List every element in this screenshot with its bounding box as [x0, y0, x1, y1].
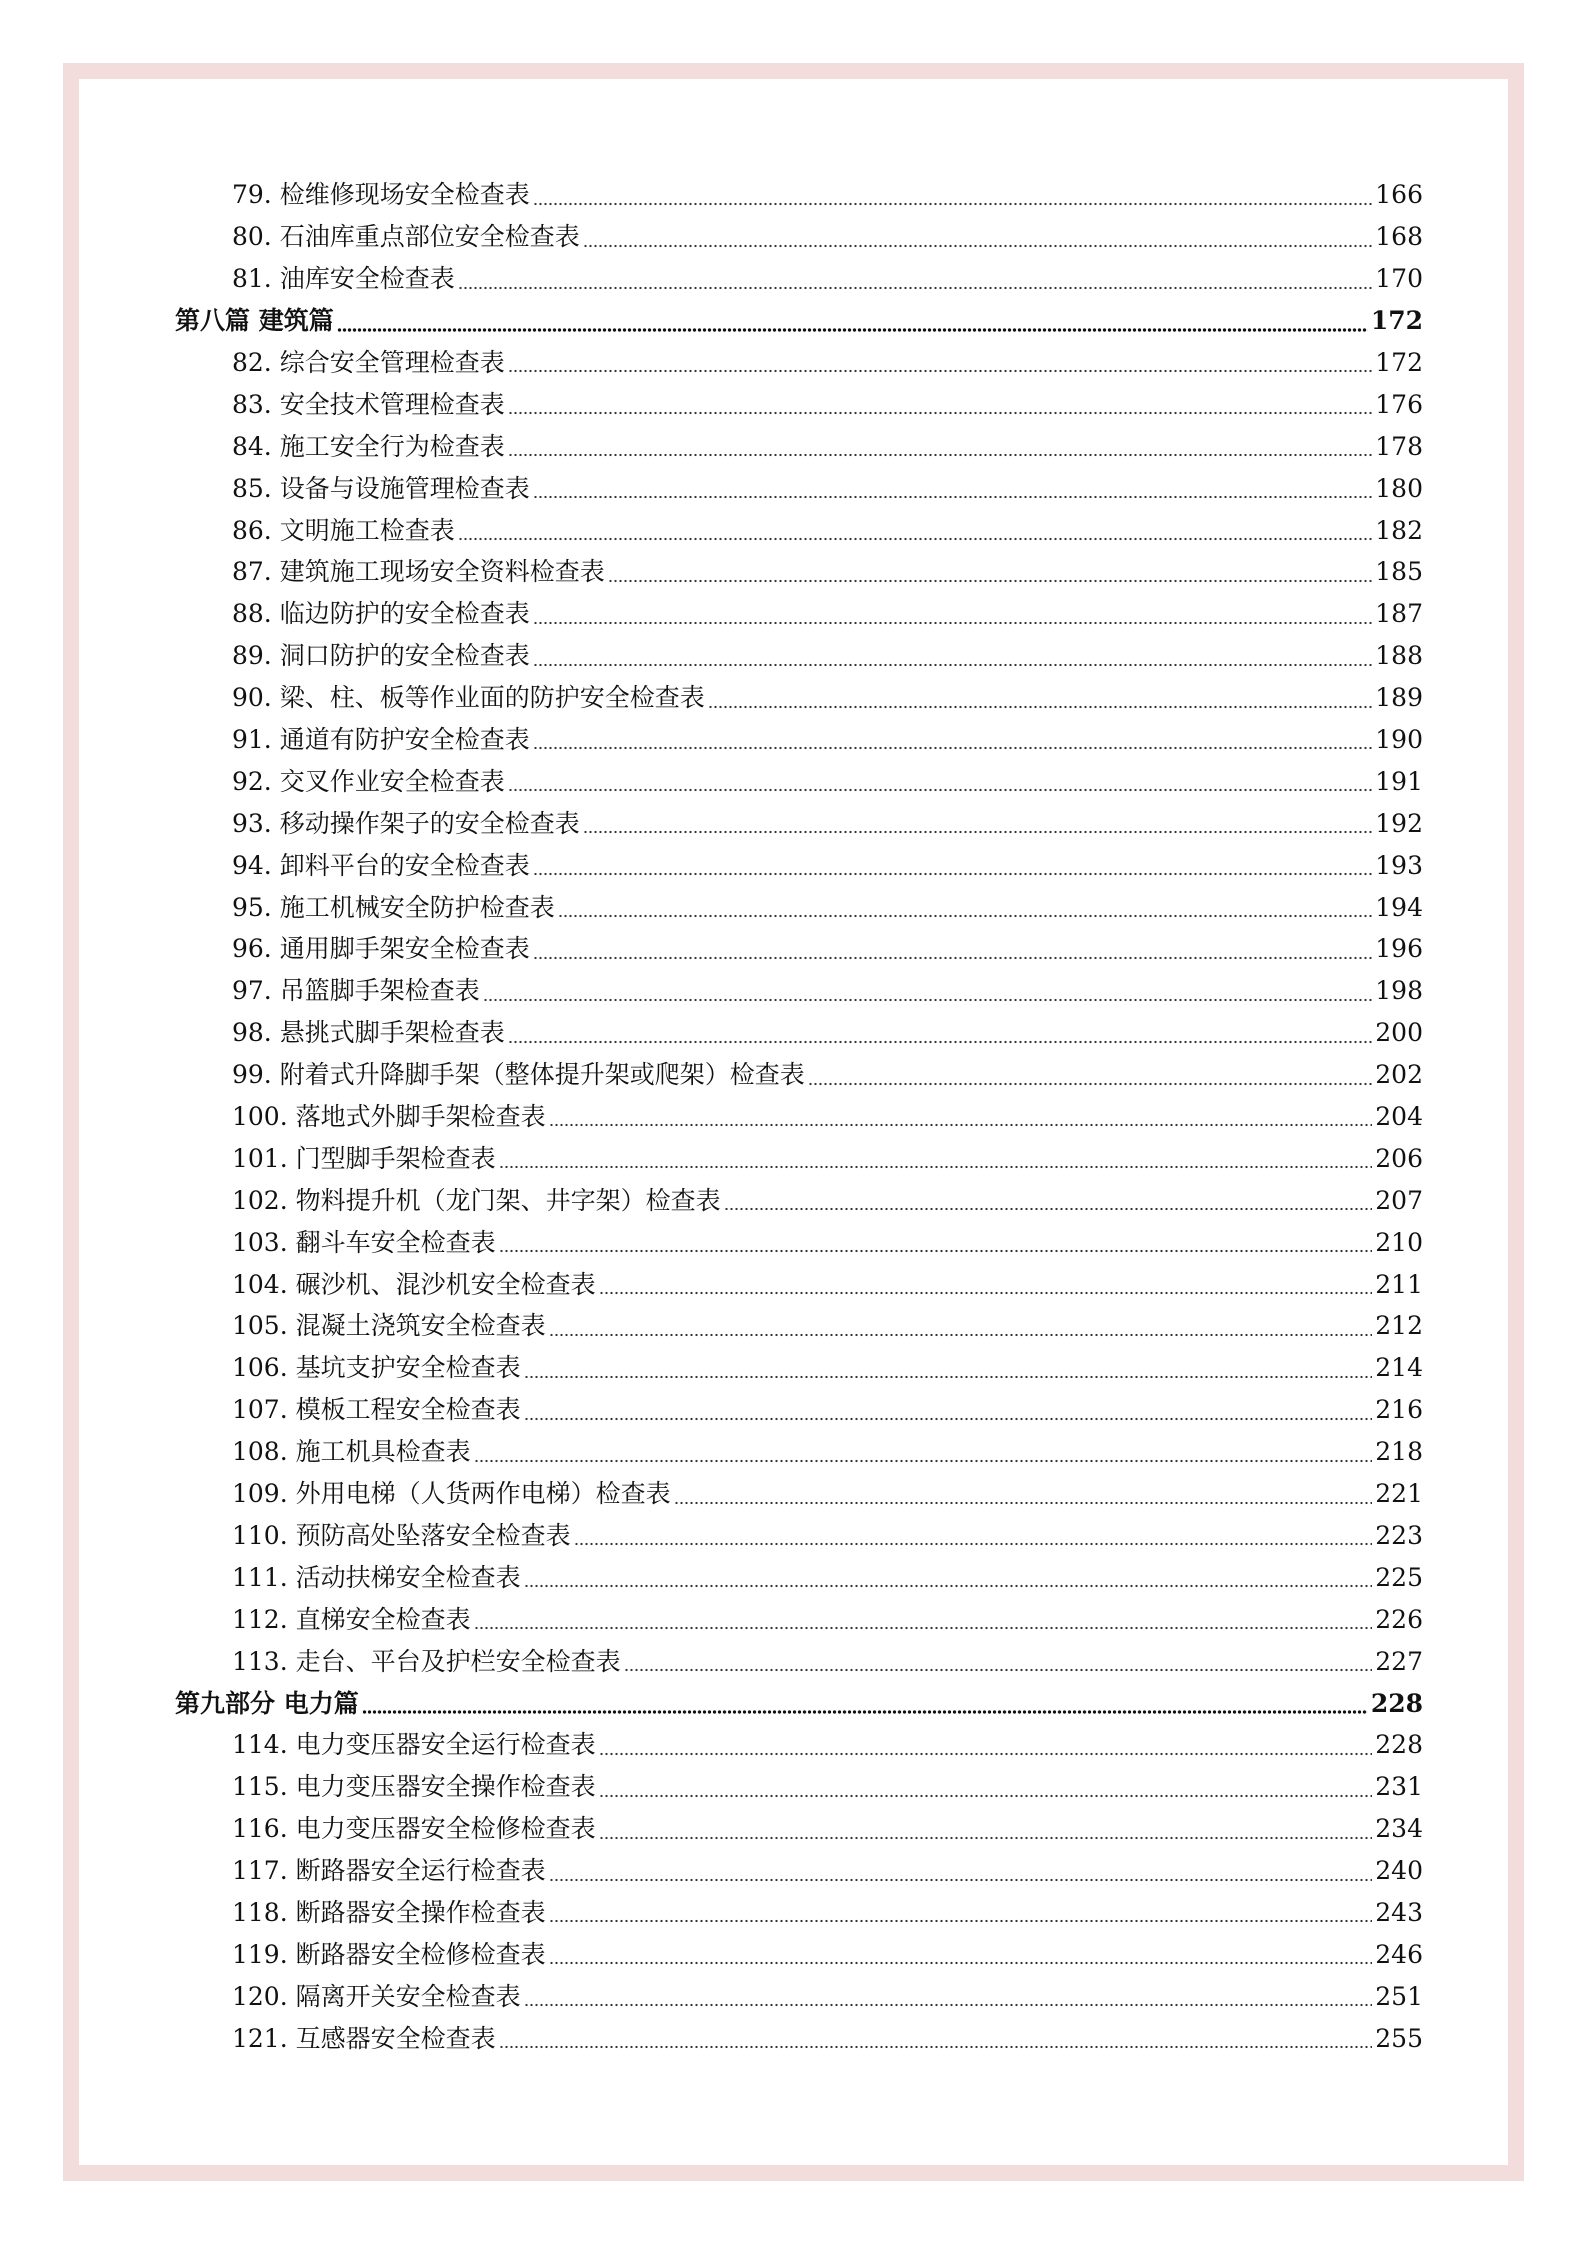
toc-entry-title: 104. 碾沙机、混沙机安全检查表	[232, 1269, 596, 1299]
toc-entry[interactable]	[175, 928, 1423, 970]
toc-page-number: 204	[1375, 1102, 1423, 1132]
toc-entry[interactable]	[175, 1012, 1423, 1054]
toc-entry[interactable]	[175, 216, 1423, 258]
toc-page-number: 166	[1375, 180, 1423, 210]
toc-entry[interactable]	[175, 1054, 1423, 1096]
toc-entry[interactable]	[175, 258, 1423, 300]
toc-entry-title: 103. 翻斗车安全检查表	[232, 1227, 496, 1257]
toc-entry-title: 86. 文明施工检查表	[232, 515, 455, 545]
toc-entry-title: 107. 模板工程安全检查表	[232, 1395, 521, 1425]
toc-dot-leader	[533, 871, 1373, 877]
toc-page-number: 191	[1375, 766, 1423, 796]
toc-page-number: 221	[1375, 1479, 1423, 1509]
toc-entry[interactable]	[175, 970, 1423, 1012]
toc-page-number: 226	[1375, 1604, 1423, 1634]
toc-page-number: 231	[1375, 1772, 1423, 1802]
toc-entry[interactable]	[175, 802, 1423, 844]
toc-dot-leader	[524, 1374, 1373, 1380]
toc-entry-title: 111. 活动扶梯安全检查表	[232, 1562, 521, 1592]
toc-dot-leader	[499, 1248, 1373, 1254]
toc-dot-leader	[583, 829, 1373, 835]
toc-page-number: 168	[1375, 222, 1423, 252]
toc-entry-title: 79. 检维修现场安全检查表	[232, 180, 530, 210]
toc-dot-leader	[474, 1625, 1373, 1631]
toc-entry-title: 100. 落地式外脚手架检查表	[232, 1102, 546, 1132]
toc-dot-leader	[674, 1500, 1373, 1506]
toc-dot-leader	[533, 620, 1373, 626]
toc-page-number: 216	[1375, 1395, 1423, 1425]
toc-entry-title: 119. 断路器安全检修检查表	[232, 1939, 546, 1969]
toc-entry[interactable]	[175, 886, 1423, 928]
toc-dot-leader	[583, 243, 1373, 249]
toc-entry[interactable]	[175, 1389, 1423, 1431]
toc-dot-leader	[458, 285, 1373, 291]
toc-entry-title: 92. 交叉作业安全检查表	[232, 766, 505, 796]
toc-entry-title: 87. 建筑施工现场安全资料检查表	[232, 557, 605, 587]
toc-section-heading[interactable]	[175, 300, 1423, 342]
toc-dot-leader	[599, 1835, 1373, 1841]
toc-page-number: 185	[1375, 557, 1423, 587]
toc-entry-title: 82. 综合安全管理检查表	[232, 348, 505, 377]
toc-entry[interactable]	[175, 1808, 1423, 1850]
toc-page-number: 190	[1375, 725, 1423, 755]
toc-dot-leader	[624, 1667, 1373, 1673]
toc-entry-title: 110. 预防高处坠落安全检查表	[232, 1520, 571, 1550]
toc-entry[interactable]	[175, 342, 1423, 384]
toc-entry[interactable]	[175, 760, 1423, 802]
toc-entry-title: 95. 施工机械安全防护检查表	[232, 892, 555, 922]
toc-entry-title: 83. 安全技术管理检查表	[232, 389, 505, 419]
toc-page-number: 189	[1375, 683, 1423, 713]
toc-page-number: 176	[1375, 389, 1423, 419]
toc-page-number: 227	[1375, 1646, 1423, 1676]
toc-dot-leader	[483, 997, 1373, 1003]
toc-entry[interactable]	[175, 1892, 1423, 1934]
toc-dot-leader	[533, 662, 1373, 668]
toc-dot-leader	[533, 955, 1373, 961]
toc-page-number: 228	[1370, 1688, 1423, 1718]
toc-entry[interactable]	[175, 1096, 1423, 1138]
toc-dot-leader	[524, 1416, 1373, 1422]
toc-entry-title: 101. 门型脚手架检查表	[232, 1143, 496, 1173]
toc-dot-leader	[508, 787, 1373, 793]
toc-dot-leader	[533, 745, 1373, 751]
toc-entry[interactable]	[175, 1221, 1423, 1263]
toc-dot-leader	[474, 1458, 1373, 1464]
toc-entry-title: 84. 施工安全行为检查表	[232, 431, 505, 461]
toc-page-number: 206	[1375, 1143, 1423, 1173]
toc-page-number: 225	[1375, 1562, 1423, 1592]
toc-dot-leader	[708, 704, 1373, 710]
toc-entry-title: 第九部分 电力篇	[175, 1688, 359, 1718]
toc-page-number: 207	[1375, 1185, 1423, 1215]
toc-dot-leader	[549, 1122, 1373, 1128]
toc-entry-title: 115. 电力变压器安全操作检查表	[232, 1772, 596, 1802]
toc-entry-title: 116. 电力变压器安全检修检查表	[232, 1814, 596, 1844]
toc-dot-leader	[599, 1290, 1373, 1296]
toc-page-number: 246	[1375, 1939, 1423, 1969]
toc-entry-title: 109. 外用电梯（人货两作电梯）检查表	[232, 1479, 671, 1509]
toc-entry[interactable]	[175, 1766, 1423, 1808]
toc-dot-leader	[499, 2044, 1373, 2050]
toc-page-number: 234	[1375, 1814, 1423, 1844]
toc-dot-leader	[808, 1081, 1373, 1087]
toc-dot-leader	[362, 1709, 1368, 1715]
toc-entry[interactable]	[175, 467, 1423, 509]
toc-entry-title: 98. 悬挑式脚手架检查表	[232, 1018, 505, 1048]
toc-dot-leader	[549, 1918, 1373, 1924]
toc-page-number: 223	[1375, 1520, 1423, 1550]
toc-page-number: 170	[1375, 264, 1423, 294]
toc-entry-title: 99. 附着式升降脚手架（整体提升架或爬架）检查表	[232, 1060, 805, 1090]
toc-entry[interactable]	[175, 1556, 1423, 1598]
toc-dot-leader	[574, 1541, 1373, 1547]
toc-dot-leader	[599, 1751, 1373, 1757]
toc-dot-leader	[499, 1164, 1373, 1170]
toc-page-number: 188	[1375, 641, 1423, 671]
toc-entry[interactable]	[175, 383, 1423, 425]
toc-entry-title: 117. 断路器安全运行检查表	[232, 1856, 546, 1886]
toc-entry[interactable]	[175, 1137, 1423, 1179]
toc-section-heading[interactable]	[175, 1682, 1423, 1724]
toc-page-number: 228	[1375, 1730, 1423, 1760]
toc-entry[interactable]	[175, 593, 1423, 635]
toc-page-number: 180	[1375, 473, 1423, 503]
toc-entry-title: 112. 直梯安全检查表	[232, 1604, 471, 1634]
toc-page-number: 194	[1375, 892, 1423, 922]
toc-entry-title: 113. 走台、平台及护栏安全检查表	[232, 1646, 621, 1676]
toc-entry-title: 第八篇 建筑篇	[175, 306, 334, 336]
toc-entry[interactable]	[175, 635, 1423, 677]
toc-entry[interactable]	[175, 1598, 1423, 1640]
toc-dot-leader	[508, 452, 1373, 458]
toc-dot-leader	[524, 2002, 1373, 2008]
toc-dot-leader	[549, 1960, 1373, 1966]
toc-entry[interactable]	[175, 719, 1423, 761]
toc-entry-title: 94. 卸料平台的安全检查表	[232, 850, 530, 880]
toc-entry[interactable]	[175, 1975, 1423, 2017]
toc-page-number: 187	[1375, 599, 1423, 629]
toc-entry[interactable]	[175, 1473, 1423, 1515]
toc-page-number: 210	[1375, 1227, 1423, 1257]
toc-entry[interactable]	[175, 1640, 1423, 1682]
toc-entry[interactable]	[175, 1263, 1423, 1305]
toc-page-number: 178	[1375, 431, 1423, 461]
toc-dot-leader	[608, 578, 1373, 584]
toc-entry-title: 118. 断路器安全操作检查表	[232, 1897, 546, 1927]
toc-page-number: 218	[1375, 1437, 1423, 1467]
toc-entry-title: 90. 梁、柱、板等作业面的防护安全检查表	[232, 683, 705, 713]
toc-page-number: 172	[1370, 306, 1423, 336]
toc-entry-title: 120. 隔离开关安全检查表	[232, 1981, 521, 2011]
toc-entry[interactable]	[175, 425, 1423, 467]
toc-entry[interactable]	[175, 677, 1423, 719]
toc-entry[interactable]	[175, 1305, 1423, 1347]
toc-page-number: 243	[1375, 1897, 1423, 1927]
toc-dot-leader	[337, 327, 1368, 333]
toc-entry[interactable]	[175, 2017, 1423, 2059]
toc-dot-leader	[508, 1039, 1373, 1045]
toc-page-number: 200	[1375, 1018, 1423, 1048]
toc-entry-title: 81. 油库安全检查表	[232, 264, 455, 294]
toc-entry-title: 93. 移动操作架子的安全检查表	[232, 808, 580, 838]
toc-dot-leader	[549, 1877, 1373, 1883]
toc-dot-leader	[508, 410, 1373, 416]
toc-dot-leader	[558, 913, 1373, 919]
toc-page-number: 196	[1375, 934, 1423, 964]
toc-entry[interactable]	[175, 1431, 1423, 1473]
toc-page-number: 198	[1375, 976, 1423, 1006]
toc-entry[interactable]	[175, 551, 1423, 593]
toc-entry[interactable]	[175, 1515, 1423, 1557]
toc-entry[interactable]	[175, 844, 1423, 886]
toc-entry-title: 80. 石油库重点部位安全检查表	[232, 222, 580, 252]
toc-dot-leader	[533, 494, 1373, 500]
toc-page-number: 192	[1375, 808, 1423, 838]
toc-entry-title: 105. 混凝土浇筑安全检查表	[232, 1311, 546, 1341]
toc-entry-title: 106. 基坑支护安全检查表	[232, 1353, 521, 1383]
toc-dot-leader	[724, 1206, 1373, 1212]
toc-entry-title: 88. 临边防护的安全检查表	[232, 599, 530, 629]
toc-entry[interactable]	[175, 1850, 1423, 1892]
toc-page-number: 214	[1375, 1353, 1423, 1383]
toc-entry[interactable]	[175, 174, 1423, 216]
toc-entry-title: 85. 设备与设施管理检查表	[232, 473, 530, 503]
toc-entry-title: 114. 电力变压器安全运行检查表	[232, 1730, 596, 1760]
toc-entry-title: 102. 物料提升机（龙门架、井字架）检查表	[232, 1185, 721, 1215]
toc-entry-title: 91. 通道有防护安全检查表	[232, 725, 530, 755]
toc-entry[interactable]	[175, 509, 1423, 551]
toc-entry-title: 89. 洞口防护的安全检查表	[232, 641, 530, 671]
toc-entry[interactable]	[175, 1347, 1423, 1389]
toc-page-number: 193	[1375, 850, 1423, 880]
toc-page-number: 172	[1375, 348, 1423, 377]
toc-page-number: 211	[1375, 1269, 1423, 1299]
toc-entry-title: 97. 吊篮脚手架检查表	[232, 976, 480, 1006]
toc-dot-leader	[524, 1583, 1373, 1589]
toc-entry[interactable]	[175, 1724, 1423, 1766]
toc-page-number: 212	[1375, 1311, 1423, 1341]
toc-page-number: 202	[1375, 1060, 1423, 1090]
toc-dot-leader	[549, 1332, 1373, 1338]
toc-dot-leader	[533, 201, 1373, 207]
toc-entry[interactable]	[175, 1933, 1423, 1975]
toc-entry-title: 121. 互感器安全检查表	[232, 2023, 496, 2053]
toc-dot-leader	[458, 536, 1373, 542]
toc-dot-leader	[508, 368, 1373, 374]
toc-page-number: 182	[1375, 515, 1423, 545]
toc-entry-title: 108. 施工机具检查表	[232, 1437, 471, 1467]
toc-page-number: 251	[1375, 1981, 1423, 2011]
table-of-contents	[175, 174, 1423, 2059]
toc-page-number: 240	[1375, 1856, 1423, 1886]
toc-page-number: 255	[1375, 2023, 1423, 2053]
toc-entry-title: 96. 通用脚手架安全检查表	[232, 934, 530, 964]
toc-entry[interactable]	[175, 1179, 1423, 1221]
toc-dot-leader	[599, 1793, 1373, 1799]
